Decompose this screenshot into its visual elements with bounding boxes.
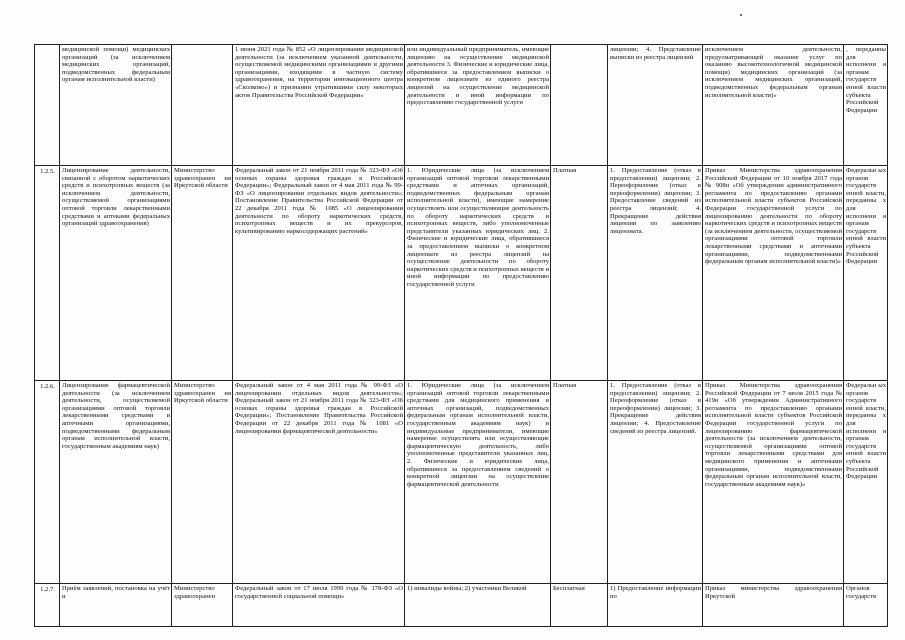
responsible-body: Министерство здравоохранен ия Иркутской области xyxy=(174,382,231,405)
responsible-body: Министерство здравоохранен ия Иркутской области xyxy=(174,167,231,190)
admin-regulation: Приказ Министерства здравоохранения Российской Федерации от 7 июля 2015 года № 419н «Об утверждении Административного регламента по предоставлению органами исполнительной власти субъектов Российской Федерации государственной услуги по лицензированию фармацевтической деятельности (за исключением деятельности, осуществляемой организациями оптовой торговли лекарственными средствами для медицинского применения и аптечными организациями, подведомственными федеральным органам исполнительной власти, государственным академиям наук)» xyxy=(705,382,842,488)
legal-acts: Федеральный закон от 17 июля 1999 года № 178-ФЗ «О государственной социальной помощи» xyxy=(235,585,403,600)
payment-type: Платная xyxy=(553,382,577,389)
responsible-body xyxy=(174,46,231,164)
service-name: Приём заявлений, постановка на учёт и xyxy=(62,585,170,600)
row-number: 1.2.6. xyxy=(40,383,55,390)
responsible-body: Министерство здравоохранен xyxy=(174,585,216,600)
services-register-table xyxy=(34,44,888,627)
service-name: Лицензирование деятельности, связанной с оборотом наркотических средств и психотропных веществ (за исключением деятельности, осуществляемой организациями оптовой торговли лекарственными средствами и аптеками федеральных организаций здравоохранения) xyxy=(62,167,170,228)
legal-acts: Федеральный закон от 21 ноября 2011 года № 323-ФЗ «Об основах охраны здоровья граждан в Российской Федерации»; Федеральный закон от 4 мая 2011 года № 99-ФЗ «О лицензировании отдельных видов деятельности»; Постановление Правительства Российской Федерации от 22 декабря 2011 года № 1085 «О лицензировании деятельности по обороту наркотических средств, психотропных веществ и их прекурсоров, культивированию наркосодержащих растений» xyxy=(235,167,403,235)
powers-note: Федеральн ых органов государств енной власти, переданны х для исполнени я органам государств енной власти субъекта Российской Федерации xyxy=(846,382,886,481)
row-number xyxy=(37,47,58,165)
row-number: 1.2.5. xyxy=(40,168,55,175)
scan-speck xyxy=(740,14,742,16)
service-result: 1) Предоставление информации по xyxy=(610,585,701,600)
admin-regulation: Приказ Министерства здравоохранения Российской Федерации от 10 ноября 2017 года № 908н «Об утверждении административного регламента по предоставлению органами исполнительной власти субъектов Российской Федерации государственной услуги по лицензированию деятельности по обороту наркотических средств и психотропных веществ (за исключением деятельности, осуществляемой организациями оптовой торговли лекарственными средствами и аптечными организациями, подведомственными федеральным органам исполнительной власти)» xyxy=(705,167,842,266)
admin-regulation: исключением деятельности, предусматривающей оказание услуг по оказанию высокотехнологичной медицинской помощи) медицинских организаций (за исключением медицинских организаций, подведомственных федеральным органам исполнительной власти)» xyxy=(705,46,842,99)
table-row xyxy=(35,381,888,584)
table-row xyxy=(35,166,888,381)
service-result: 1. Предоставление (отказ в предоставлении) лицензии; 2. Переоформление (отказ в переоформлении) лицензии; 3. Предоставление сведений из реестра лицензий; 4. Прекращение действия лицензии по заявлению лицензиата. xyxy=(610,167,701,235)
payment-type: Платная xyxy=(553,167,577,174)
legal-acts: 1 июня 2021 года № 852 «О лицензировании медицинской деятельности (за исключением указанной деятельности, осуществляемой медицинскими организациями и другими организациями, входящими в частную систему здравоохранения, на территории инновационного центра «Сколково») и признании утратившими силу некоторых актов Правительства Российской Федерации» xyxy=(235,46,403,99)
legal-acts: Федеральный закон от 4 мая 2011 года № 99-ФЗ «О лицензировании отдельных видов деятельности»; Федеральный закон от 21 ноября 2011 года № 323-ФЗ «Об основах охраны здоровья граждан в Российской Федерации»; Постановление Правительства Российской Федерации от 22 декабря 2011 года № 1081 «О лицензировании фармацевтической деятельности» xyxy=(235,382,403,435)
table-row xyxy=(35,584,888,627)
applicants: 1. Юридические лица (за исключением организаций оптовой торговли лекарственными средствами для медицинского применения и аптечных организаций, подведомственных федеральным органам исполнительной власти, государственным академиям наук) и индивидуальные предприниматели, имеющие намерение осуществлять или осуществляющие фармацевтическую деятельность, либо уполномоченные представители указанных лиц. 2. Физические и юридические лица, обратившиеся за предоставлением сведений о конкретной лицензии на осуществление фармацевтической деятельности xyxy=(407,382,549,488)
applicants: 1. Юридические лица (за исключением организаций оптовой торговли лекарственными средствами и аптечных организаций, подведомственных федеральным органам исполнительной власти), имеющие намерение осуществлять или осуществляющие деятельность по обороту наркотических средств и психотропных веществ, либо уполномоченные представители указанных юридических лиц. 2. Физические и юридические лица, обратившиеся за предоставлением выписки о конкретном лицензиате из реестра лицензий на осуществление деятельности по обороту наркотических средств и психотропных веществ и иной информации по предоставлению государственной услуги xyxy=(407,167,549,288)
service-result: лицензии; 4. Представление выписки из реестра лицензий xyxy=(610,46,701,61)
service-result: 1. Предоставление (отказ в предоставлении) лицензии; 2. Переоформление (отказ в переоформлении) лицензии; 3. Прекращение действия лицензии; 4. Предоставление сведений из реестра лицензий. xyxy=(610,382,701,435)
payment-type: Бесплатная xyxy=(553,585,585,592)
admin-regulation: Приказ министерства здравоохранения Иркутской xyxy=(705,585,842,600)
payment-type xyxy=(553,46,606,164)
applicants: 1) инвалиды войны; 2) участники Великой xyxy=(407,585,527,592)
powers-note: Федеральн ых органов государств енной власти, переданны х для исполнени я органам государств енной власти субъекта Российской Федерации xyxy=(846,167,886,266)
row-number: 1.2.7. xyxy=(40,586,55,593)
applicants: или индивидуальный предприниматель, имеющие лицензию на осуществление медицинской деятельности 3. Физические и юридические лица, обратившиеся за предоставлением выписки о конкретном лицензиате из единого реестра лицензий на осуществление медицинской деятельности и иной информации по предоставлению государственной услуги xyxy=(407,46,549,107)
service-name: Лицензирование фармацевтической деятельности (за исключением деятельности, осуществляемой организациями оптовой торговли лекарственными средствами и аптечными организациями, подведомственными федеральным органам исполнительной власти, государственным академиям наук) xyxy=(62,382,170,450)
powers-note: Органов государств xyxy=(846,585,877,600)
powers-note: , переданны для исполнени я органам государств енной власти субъекта Российской Федерации xyxy=(846,46,886,114)
service-name: медицинской помощи) медицинских организаций (за исключением медицинских организаций, подведомственных федеральным органам исполнительной власти) xyxy=(62,46,170,84)
table-row xyxy=(35,45,888,166)
